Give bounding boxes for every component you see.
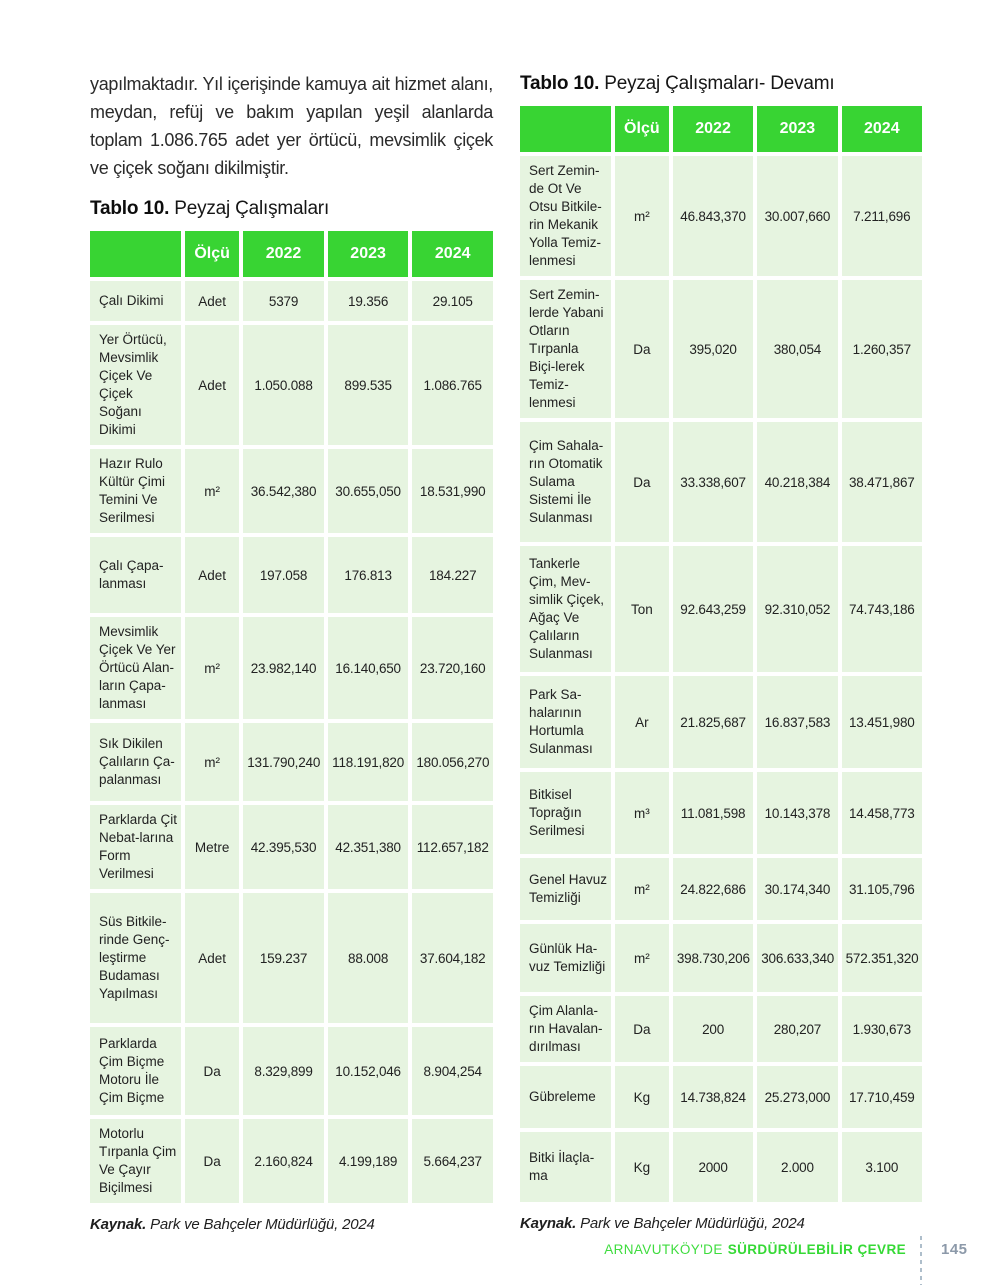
row-label: Gübreleme [520, 1066, 611, 1128]
right-column [520, 73, 922, 1232]
row-value-2024: 38.471,867 [842, 422, 922, 542]
left-table-title [90, 198, 493, 220]
header-cell-2024: 2024 [842, 106, 922, 152]
row-unit: Kg [615, 1132, 669, 1202]
row-label: Sert Zemin-de Ot Ve Otsu Bitkile-rin Mekanik Yolla Temiz-lenmesi [520, 156, 611, 276]
right-table-header-row [520, 106, 922, 152]
table-row [520, 676, 922, 768]
row-value-2023: 25.273,000 [757, 1066, 837, 1128]
row-value-2024: 1.260,357 [842, 280, 922, 418]
row-unit: Ar [615, 676, 669, 768]
header-cell-2022: 2022 [243, 231, 324, 277]
row-value-2024: 1.930,673 [842, 996, 922, 1062]
right-table-title-text: Peyzaj Çalışmaları- Devamı [599, 73, 835, 94]
row-label: Parklarda Çim Biçme Motoru İle Çim Biçme [90, 1027, 181, 1115]
row-label: Mevsimlik Çiçek Ve Yer Örtücü Alan-ların Çapa-lanması [90, 617, 181, 719]
footer-brand [604, 1242, 906, 1257]
row-value-2022: 1.050.088 [243, 325, 324, 445]
header-cell-2024: 2024 [412, 231, 493, 277]
row-label: Sert Zemin-lerde Yabani Otların Tırpanla Biçi-lerek Temiz-lenmesi [520, 280, 611, 418]
table-row [520, 280, 922, 418]
intro-paragraph: yapılmaktadır. Yıl içerişinde kamuya ait hizmet alanı, meydan, refüj ve bakım yapılan yeşil alanlarda toplam 1.086.765 adet yer örtücü, mevsimlik çiçek ve çiçek soğanı dikilmiştir. [90, 74, 493, 178]
row-value-2024: 14.458,773 [842, 772, 922, 854]
row-value-2023: 88.008 [328, 893, 409, 1023]
row-value-2023: 16.837,583 [757, 676, 837, 768]
right-table-title [520, 73, 922, 95]
left-table-title-text: Peyzaj Çalışmaları [169, 198, 330, 219]
row-value-2023: 30.007,660 [757, 156, 837, 276]
row-value-2024: 5.664,237 [412, 1119, 493, 1203]
row-value-2023: 42.351,380 [328, 805, 409, 889]
row-value-2022: 11.081,598 [673, 772, 753, 854]
left-table-header-row [90, 231, 493, 277]
row-value-2024: 112.657,182 [412, 805, 493, 889]
header-cell-empty [520, 106, 611, 152]
table-row [520, 772, 922, 854]
left-table [86, 227, 497, 1207]
row-unit: m³ [615, 772, 669, 854]
row-unit: Da [185, 1027, 239, 1115]
header-cell-2022: 2022 [673, 106, 753, 152]
header-cell-2023: 2023 [328, 231, 409, 277]
table-row [520, 996, 922, 1062]
source-label: Kaynak. [520, 1215, 577, 1232]
table-row [520, 858, 922, 920]
row-value-2024: 29.105 [412, 281, 493, 321]
row-value-2024: 17.710,459 [842, 1066, 922, 1128]
row-label: Genel Havuz Temizliği [520, 858, 611, 920]
row-value-2024: 31.105,796 [842, 858, 922, 920]
table-row [90, 723, 493, 801]
row-value-2022: 398.730,206 [673, 924, 753, 992]
row-label: Parklarda Çit Nebat-larına Form Verilmesi [90, 805, 181, 889]
row-value-2024: 13.451,980 [842, 676, 922, 768]
row-value-2022: 131.790,240 [243, 723, 324, 801]
row-label: Çalı Dikimi [90, 281, 181, 321]
table-row [520, 546, 922, 672]
table-row [90, 805, 493, 889]
row-value-2023: 4.199,189 [328, 1119, 409, 1203]
table-row [90, 537, 493, 613]
row-unit: Adet [185, 893, 239, 1023]
row-value-2022: 197.058 [243, 537, 324, 613]
row-value-2023: 19.356 [328, 281, 409, 321]
row-value-2022: 14.738,824 [673, 1066, 753, 1128]
footer-brand-prefix: ARNAVUTKÖY'DE [604, 1242, 723, 1257]
row-unit: Metre [185, 805, 239, 889]
footer-brand-bold: SÜRDÜRÜLEBİLİR ÇEVRE [727, 1242, 906, 1257]
row-unit: Da [615, 280, 669, 418]
row-value-2023: 16.140,650 [328, 617, 409, 719]
row-value-2023: 30.174,340 [757, 858, 837, 920]
row-unit: Adet [185, 281, 239, 321]
table-row [90, 449, 493, 533]
row-unit: Da [615, 422, 669, 542]
row-value-2023: 30.655,050 [328, 449, 409, 533]
row-label: Motorlu Tırpanla Çim Ve Çayır Biçilmesi [90, 1119, 181, 1203]
row-value-2022: 92.643,259 [673, 546, 753, 672]
table-row [90, 325, 493, 445]
row-label: Sık Dikilen Çalıların Ça-palanması [90, 723, 181, 801]
row-value-2023: 118.191,820 [328, 723, 409, 801]
row-value-2022: 46.843,370 [673, 156, 753, 276]
row-value-2023: 380,054 [757, 280, 837, 418]
table-row [520, 1066, 922, 1128]
source-text: Park ve Bahçeler Müdürlüğü, 2024 [146, 1216, 375, 1233]
row-value-2024: 37.604,182 [412, 893, 493, 1023]
left-column [90, 70, 493, 1233]
row-unit: Kg [615, 1066, 669, 1128]
header-cell-unit: Ölçü [185, 231, 239, 277]
row-unit: Da [615, 996, 669, 1062]
row-value-2023: 899.535 [328, 325, 409, 445]
row-value-2024: 3.100 [842, 1132, 922, 1202]
row-label: Bitki İlaçla-ma [520, 1132, 611, 1202]
row-value-2022: 2000 [673, 1132, 753, 1202]
header-cell-empty [90, 231, 181, 277]
table-row [520, 1132, 922, 1202]
row-unit: m² [185, 723, 239, 801]
row-value-2022: 36.542,380 [243, 449, 324, 533]
row-value-2024: 8.904,254 [412, 1027, 493, 1115]
row-value-2022: 5379 [243, 281, 324, 321]
row-unit: Adet [185, 325, 239, 445]
row-value-2023: 92.310,052 [757, 546, 837, 672]
row-value-2024: 180.056,270 [412, 723, 493, 801]
row-label: Hazır Rulo Kültür Çimi Temini Ve Serilmesi [90, 449, 181, 533]
row-value-2022: 395,020 [673, 280, 753, 418]
row-unit: m² [615, 924, 669, 992]
right-table [516, 102, 926, 1206]
right-table-source [520, 1215, 922, 1232]
table-row [520, 422, 922, 542]
row-value-2022: 23.982,140 [243, 617, 324, 719]
row-value-2022: 21.825,687 [673, 676, 753, 768]
row-label: Yer Örtücü, Mevsimlik Çiçek Ve Çiçek Soğanı Dikimi [90, 325, 181, 445]
row-value-2022: 33.338,607 [673, 422, 753, 542]
row-unit: m² [615, 858, 669, 920]
table-row [520, 924, 922, 992]
row-value-2024: 7.211,696 [842, 156, 922, 276]
row-label: Günlük Ha-vuz Temizliği [520, 924, 611, 992]
row-value-2023: 40.218,384 [757, 422, 837, 542]
page-number: 145 [941, 1241, 968, 1258]
left-table-title-label: Tablo 10. [90, 198, 170, 219]
row-unit: Adet [185, 537, 239, 613]
row-label: Park Sa-halarının Hortumla Sulanması [520, 676, 611, 768]
header-cell-2023: 2023 [757, 106, 837, 152]
header-cell-unit: Ölçü [615, 106, 669, 152]
right-table-title-label: Tablo 10. [520, 73, 600, 94]
row-value-2022: 8.329,899 [243, 1027, 324, 1115]
row-value-2023: 306.633,340 [757, 924, 837, 992]
row-label: Çim Sahala-rın Otomatik Sulama Sistemi İle Sulanması [520, 422, 611, 542]
row-value-2022: 42.395,530 [243, 805, 324, 889]
row-value-2022: 159.237 [243, 893, 324, 1023]
footer-divider [920, 1236, 922, 1285]
row-value-2023: 2.000 [757, 1132, 837, 1202]
row-unit: Da [185, 1119, 239, 1203]
table-row [90, 617, 493, 719]
row-value-2022: 24.822,686 [673, 858, 753, 920]
row-unit: Ton [615, 546, 669, 672]
row-value-2022: 200 [673, 996, 753, 1062]
row-label: Çim Alanla-rın Havalan-dırılması [520, 996, 611, 1062]
table-row [520, 156, 922, 276]
row-value-2024: 18.531,990 [412, 449, 493, 533]
left-table-source [90, 1216, 493, 1233]
row-value-2023: 280,207 [757, 996, 837, 1062]
row-value-2024: 184.227 [412, 537, 493, 613]
row-label: Süs Bitkile-rinde Genç-leştirme Budaması Yapılması [90, 893, 181, 1023]
source-text: Park ve Bahçeler Müdürlüğü, 2024 [576, 1215, 805, 1232]
row-value-2023: 176.813 [328, 537, 409, 613]
row-value-2024: 572.351,320 [842, 924, 922, 992]
table-row [90, 1119, 493, 1203]
source-label: Kaynak. [90, 1216, 147, 1233]
row-value-2024: 1.086.765 [412, 325, 493, 445]
row-unit: m² [185, 617, 239, 719]
row-unit: m² [185, 449, 239, 533]
row-value-2022: 2.160,824 [243, 1119, 324, 1203]
row-value-2024: 74.743,186 [842, 546, 922, 672]
row-label: Çalı Çapa-lanması [90, 537, 181, 613]
row-value-2024: 23.720,160 [412, 617, 493, 719]
table-row [90, 893, 493, 1023]
row-unit: m² [615, 156, 669, 276]
table-row [90, 281, 493, 321]
row-value-2023: 10.143,378 [757, 772, 837, 854]
row-label: Tankerle Çim, Mev-simlik Çiçek, Ağaç Ve Çalıların Sulanması [520, 546, 611, 672]
table-row [90, 1027, 493, 1115]
row-label: Bitkisel Toprağın Serilmesi [520, 772, 611, 854]
row-value-2023: 10.152,046 [328, 1027, 409, 1115]
